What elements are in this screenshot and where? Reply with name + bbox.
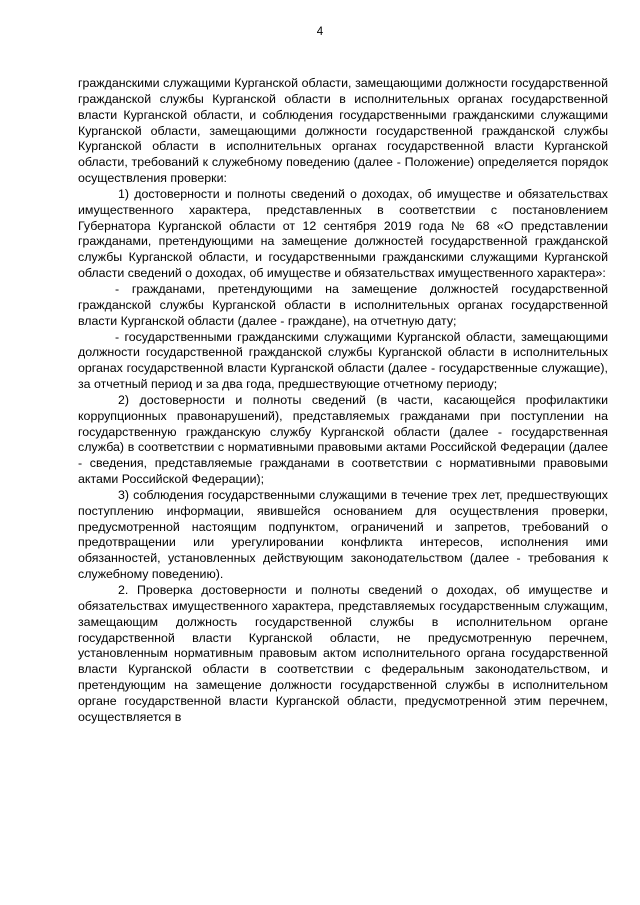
paragraph-continuation: гражданскими служащими Курганской области, замещающими должности государственной гражданской службы Курганской области в исполнительных органах государственной власти Курганской области, и соблюдения государственными гражданскими служащими Курганской области, замещающими должности государственной гражданской службы Курганской области в исполнительных органах государственной власти Курганской области, требований к служебному поведению (далее - Положение) определяется порядок осуществления проверки: — [78, 76, 608, 186]
paragraph-section-2: 2. Проверка достоверности и полноты сведений о доходах, об имуществе и обязательствах имущественного характера, представляемых государственным служащим, замещающим должность государственной службы в исполнительном органе государственной власти Курганской области, не предусмотренную перечнем, установленным нормативным правовым актом исполнительного органа государственной власти Курганской области в соответствии с федеральным законодательством, и претендующим на замещение должности государственной службы в исполнительном органе государственной власти Курганской области, предусмотренной этим перечнем, осуществляется в — [78, 583, 608, 724]
page-number: 4 — [316, 26, 324, 38]
paragraph-item-3: 3) соблюдения государственными служащими в течение трех лет, предшествующих поступлению информации, явившейся основанием для осуществления проверки, предусмотренной настоящим подпунктом, ограничений и запретов, требований о предотвращении или урегулировании конфликта интересов, исполнения ими обязанностей, установленных действующим законодательством (далее - требования к служебному поведению). — [78, 487, 608, 582]
paragraph-item-2: 2) достоверности и полноты сведений (в части, касающейся профилактики коррупционных правонарушений), представляемых гражданами при поступлении на государственную гражданскую службу Курганской области (далее - государственная служба) в соответствии с нормативными правовыми актами Российской Федерации (далее - сведения, представляемые гражданами в соответствии с нормативными правовыми актами Российской Федерации); — [78, 392, 608, 487]
paragraph-dash-civil-servants: - государственными гражданскими служащими Курганской области, замещающими должности государственной гражданской службы Курганской области в исполнительных органах государственной власти Курганской области (далее - государственные служащие), за отчетный период и за два года, предшествующие отчетному периоду; — [78, 329, 608, 392]
document-body — [78, 76, 608, 726]
paragraph-item-1: 1) достоверности и полноты сведений о доходах, об имуществе и обязательствах имущественного характера, представленных в соответствии с постановлением Губернатора Курганской области от 12 сентября 2019 года № 68 «О представлении гражданами, претендующими на замещение должностей государственной гражданской службы Курганской области, и государственными гражданскими служащими Курганской области сведений о доходах, об имуществе и обязательствах имущественного характера»: — [78, 186, 608, 281]
paragraph-dash-citizens: - гражданами, претендующими на замещение должностей государственной гражданской службы Курганской области в исполнительных органах государственной власти Курганской области (далее - граждане), на отчетную дату; — [78, 281, 608, 328]
